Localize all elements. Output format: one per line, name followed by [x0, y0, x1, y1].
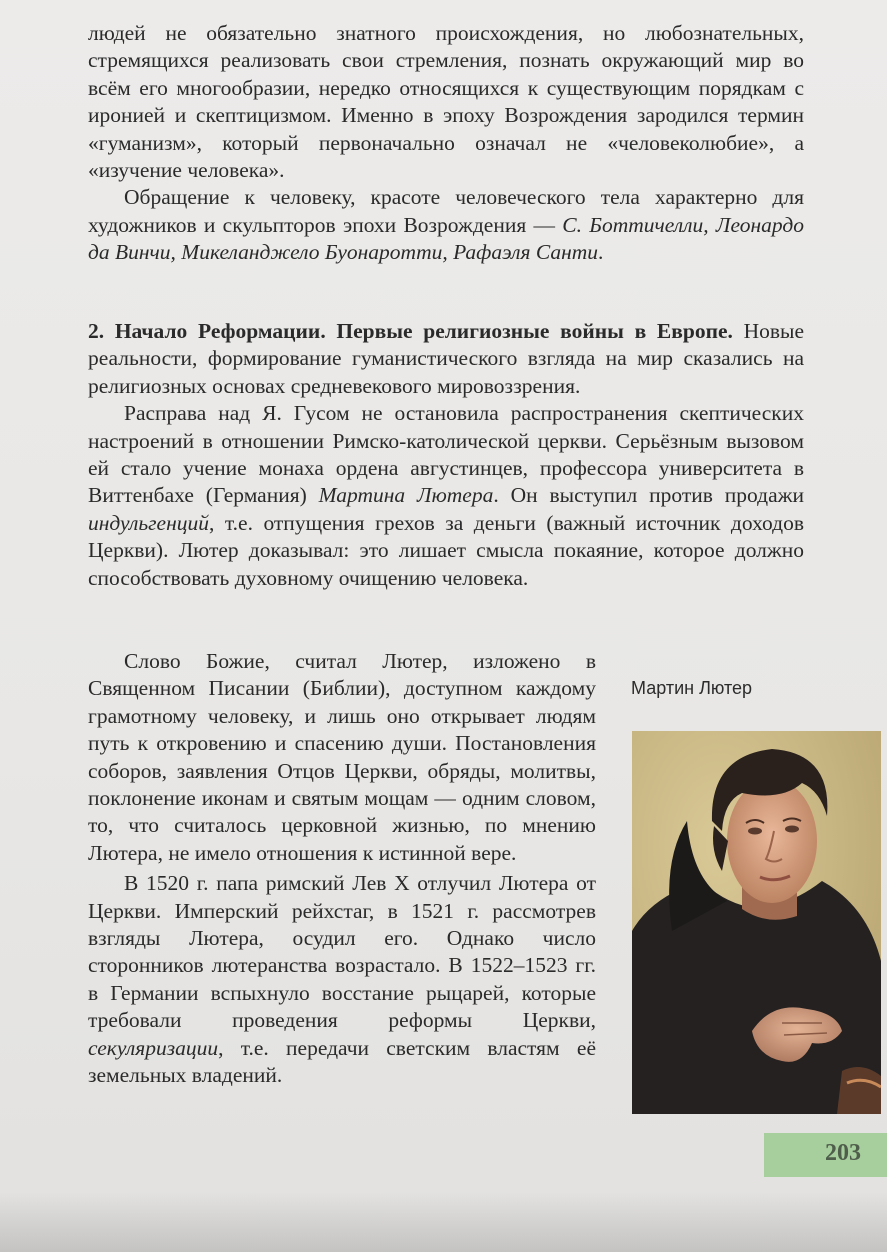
paragraph-luther-teaching-text-2: . Он выступил против продажи [493, 483, 804, 508]
top-text-block [88, 20, 804, 267]
paragraph-word-of-god: Слово Божие, считал Лютер, изложено в Священном Писании (Библии), доступном каждому грамотному человеку, и лишь оно открывает людям путь к откровению и спасению души. Постановления соборов, заявления Отцов Церкви, обряды, молитвы, поклонение иконам и святым мощам — одним словом, то, что считалось церковной жизнью, по мнению Лютера, не имело отношения к истинной вере. [88, 649, 596, 865]
secularization-term: секуляризации [88, 1035, 219, 1060]
paragraph-humanism: людей не обязательно знатного происхождения, но любознательных, стремящихся реализовать свои стремления, познать окружающий мир во всём его многообразии, нередко относящихся к существующим порядкам с иронией и скептицизмом. Именно в эпоху Возрождения зародился термин «гуманизм», который первоначально означал не «человеколюбие», а «изучение человека». [88, 21, 804, 183]
paragraph-excommunication [88, 870, 596, 1089]
paragraph-luther-teaching [88, 400, 804, 592]
page-bottom-shadow [0, 1192, 887, 1252]
indulgences-term: индульгенций [88, 510, 209, 535]
section-intro [88, 318, 804, 400]
figure-caption: Мартин Лютер [631, 678, 753, 698]
section-reformation [88, 318, 804, 592]
paragraph-renaissance-artists [88, 184, 804, 266]
paragraph-excommunication-text-2: , т.е. передачи светским властям её земельных владений. [88, 1035, 596, 1088]
left-column-text [88, 648, 596, 1090]
luther-portrait-image [632, 731, 881, 1114]
page-number-tab [764, 1133, 887, 1177]
paragraph-luther-teaching-text-3: , т.е. отпущения грехов за деньги (важный источник доходов Церкви). Лютер доказывал: это лишает смысла покаяние, которое должно способствовать духовному очищению человека. [88, 510, 804, 590]
paragraph-luther-teaching-text-1: Расправа над Я. Гусом не остановила распространения скептических настроений в отношении Римско-католической церкви. Серьёзным вызовом ей стало учение монаха ордена августинцев, профессора университета в Виттенбахе (Германия) [88, 401, 804, 508]
portrait-illustration [632, 731, 881, 1114]
artists-names: С. Боттичелли, Леонардо да Винчи, Микеланджело Буонаротти, Рафаэля Санти [88, 212, 804, 265]
paragraph-end-period: . [598, 240, 604, 265]
section-intro-text: Новые реальности, формирование гуманистического взгляда на мир сказались на религиозных основах средневекового мировоззрения. [88, 319, 804, 398]
paragraph-excommunication-text-1: В 1520 г. папа римский Лев X отлучил Лютера от Церкви. Имперский рейхстаг, в 1521 г. рассмотрев взгляды Лютера, осудил его. Однако число сторонников лютеранства возрастало. В 1522–1523 гг. в Германии вспыхнуло восстание рыцарей, которые требовали проведения реформы Церкви, [88, 871, 596, 1033]
page-number: 203 [825, 1140, 861, 1166]
paragraph-renaissance-artists-text: Обращение к человеку, красоте человеческого тела характерно для художников и скульпторов эпохи Возрождения — [88, 185, 804, 237]
section-heading: 2. Начало Реформации. Первые религиозные войны в Европе. [88, 319, 733, 343]
luther-name: Мартина Лютера [318, 483, 494, 508]
